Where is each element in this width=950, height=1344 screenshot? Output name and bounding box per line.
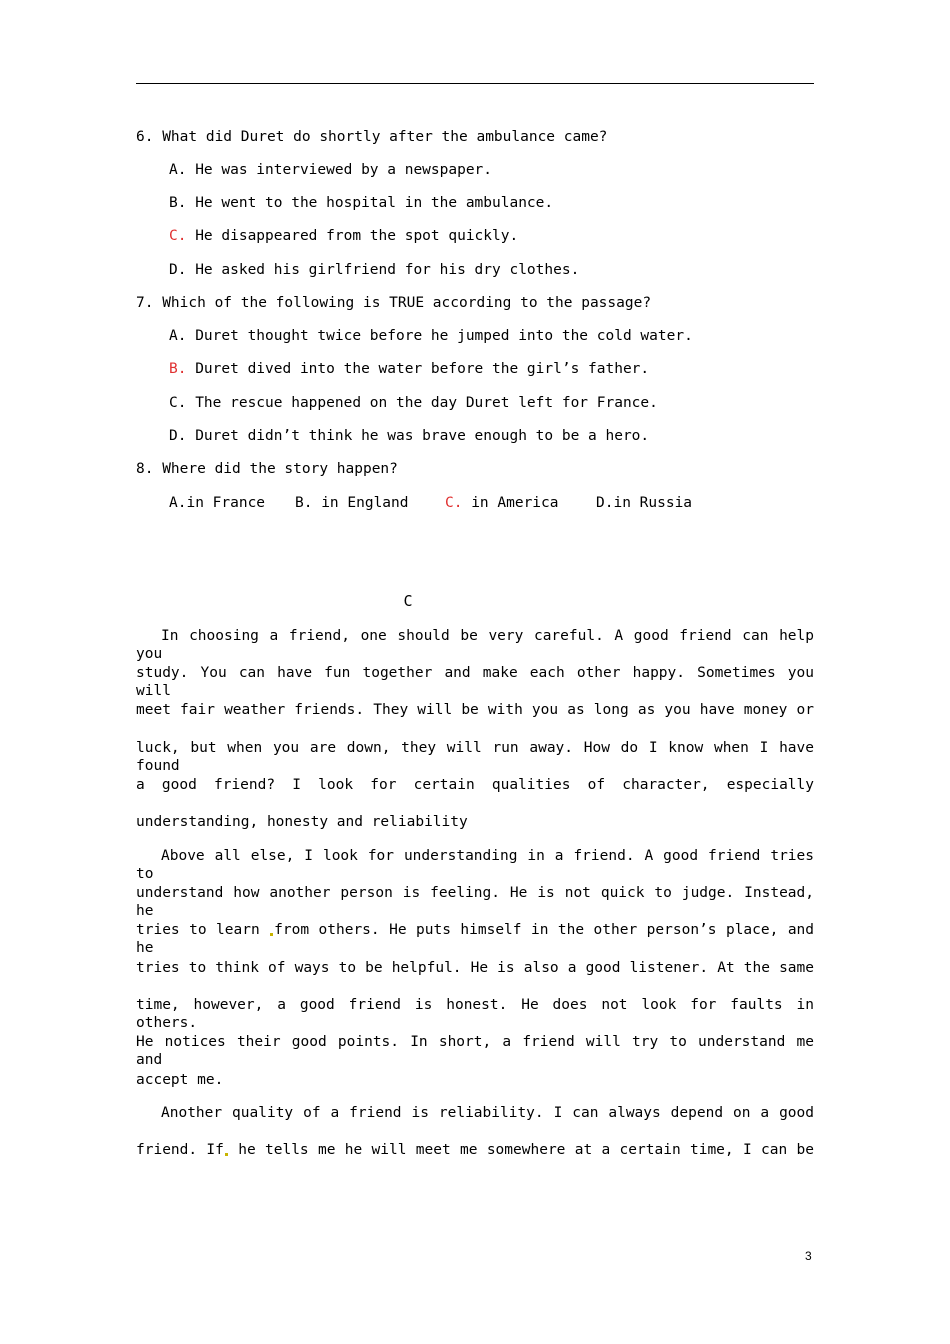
section-heading: C (403, 592, 413, 610)
option-letter: A. (169, 328, 187, 344)
option-text: in Russia (613, 495, 693, 511)
option-letter-answer: B. (169, 361, 187, 377)
option-text: Duret dived into the water before the girl’s father. (186, 361, 650, 377)
passage-line: understand how another person is feeling. He is not quick to judge. Instead, he (136, 885, 814, 919)
passage-line (136, 1141, 814, 1159)
option-text: Duret thought twice before he jumped into the cold water. (186, 328, 693, 344)
passage-line: meet fair weather friends. They will be with you as long as you have money or (136, 702, 814, 718)
passage-line: tries to think of ways to be helpful. He is also a good listener. At the same (136, 960, 814, 976)
question-8-stem: 8. Where did the story happen? (136, 461, 398, 477)
question-6-option-b (169, 194, 553, 212)
option-letter: D. (169, 262, 187, 278)
passage-line: understanding, honesty and reliability (136, 814, 468, 830)
question-6-option-d (169, 261, 579, 279)
question-7-stem: 7. Which of the following is TRUE according to the passage? (136, 295, 652, 311)
page-number: 3 (805, 1249, 812, 1263)
passage-line: Above all else, I look for understanding in a friend. A good friend tries to (136, 848, 814, 882)
question-7-option-b (169, 360, 649, 378)
question-8-option-c (445, 494, 559, 512)
question-7-option-d (169, 427, 649, 445)
question-8-option-d (596, 494, 692, 512)
option-text: He disappeared from the spot quickly. (186, 228, 519, 244)
passage-line: study. You can have fun together and make each other happy. Sometimes you will (136, 665, 814, 699)
option-letter: C. (169, 395, 187, 411)
option-letter-answer: C. (169, 228, 187, 244)
passage-fragment: from others. He puts himself in the other person’s place, and he (136, 922, 815, 956)
question-8-option-a (169, 494, 265, 512)
option-letter: D. (596, 495, 614, 511)
passage-line (136, 921, 814, 957)
marker-dot (270, 933, 273, 936)
option-text: He was interviewed by a newspaper. (186, 162, 493, 178)
question-7-option-c (169, 394, 658, 412)
option-text: in England (312, 495, 409, 511)
passage-line: In choosing a friend, one should be very careful. A good friend can help you (136, 628, 814, 662)
option-letter: B. (295, 495, 313, 511)
passage-line: time, however, a good friend is honest. He does not look for faults in others. (136, 997, 814, 1031)
passage-line: luck, but when you are down, they will run away. How do I know when I have found (136, 740, 814, 774)
passage-fragment: he tells me he will meet me somewhere at a certain time, I can be (238, 1142, 814, 1158)
option-letter: B. (169, 195, 187, 211)
option-letter: A. (169, 495, 187, 511)
passage-line: He notices their good points. In short, a friend will try to understand me and (136, 1034, 814, 1068)
option-letter-answer: C. (445, 495, 463, 511)
option-letter: D. (169, 428, 187, 444)
question-8-options (169, 494, 729, 512)
header-rule (136, 83, 814, 84)
option-text: in America (462, 495, 559, 511)
passage-fragment: friend. If (136, 1142, 224, 1158)
passage-line: a good friend? I look for certain qualities of character, especially (136, 777, 814, 793)
option-text: He asked his girlfriend for his dry clothes. (186, 262, 580, 278)
passage-line: accept me. (136, 1072, 224, 1088)
option-text: The rescue happened on the day Duret left for France. (186, 395, 658, 411)
option-text: He went to the hospital in the ambulance. (186, 195, 554, 211)
question-6-option-a (169, 161, 492, 179)
option-text: in France (186, 495, 266, 511)
passage-line: Another quality of a friend is reliability. I can always depend on a good (161, 1105, 814, 1121)
question-8-option-b (295, 494, 409, 512)
question-6-option-c (169, 227, 518, 245)
question-7-option-a (169, 327, 693, 345)
option-letter: A. (169, 162, 187, 178)
passage-fragment: tries to learn (136, 922, 260, 938)
question-6-stem: 6. What did Duret do shortly after the ambulance came? (136, 129, 608, 145)
option-text: Duret didn’t think he was brave enough to be a hero. (186, 428, 650, 444)
marker-dot (225, 1153, 228, 1156)
